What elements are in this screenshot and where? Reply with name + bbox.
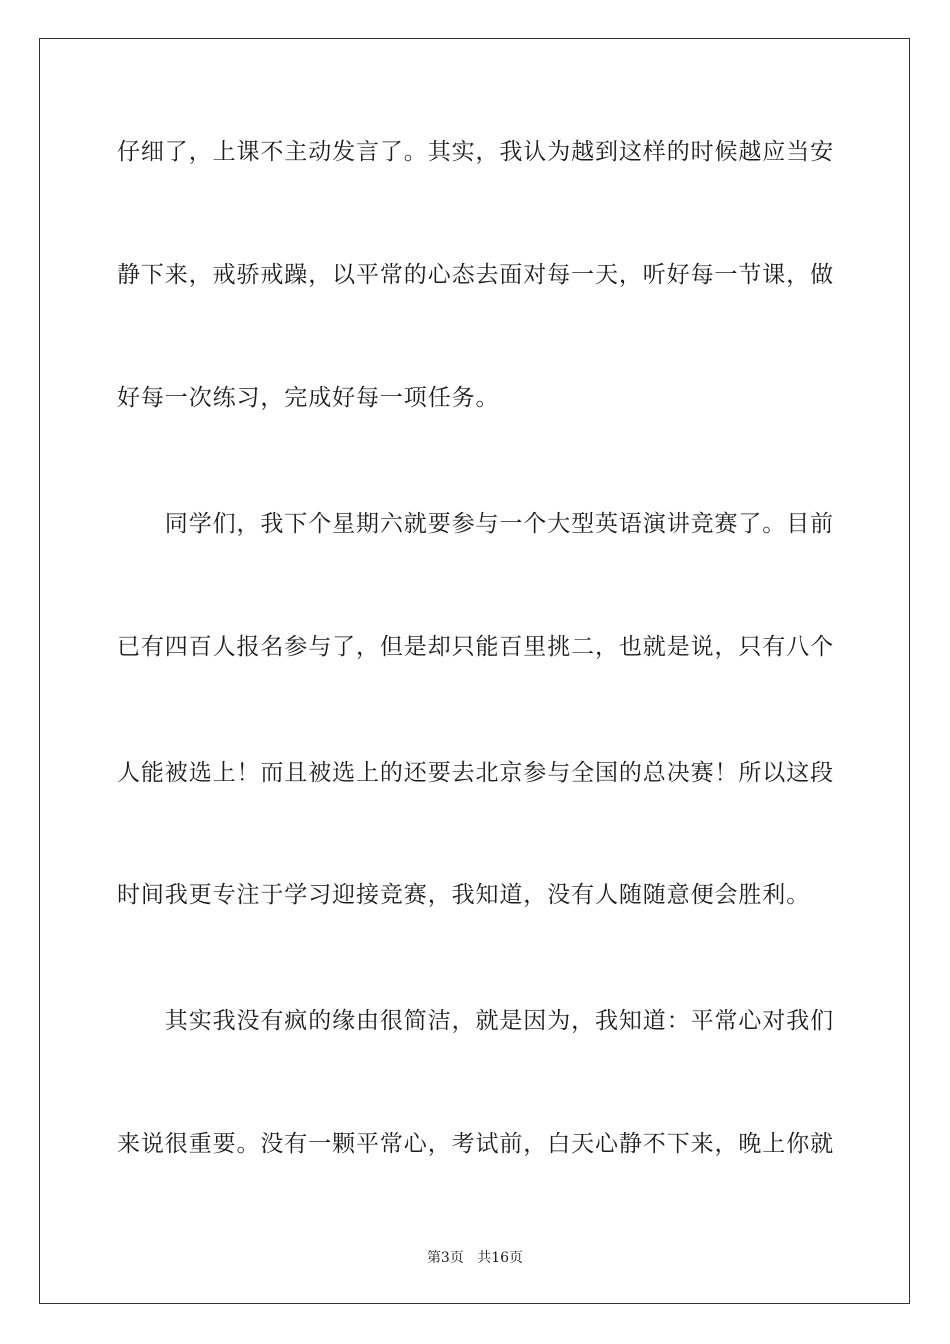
page-border <box>39 38 910 1304</box>
text-line-8: 其实我没有疯的缘由很简洁，就是因为，我知道：平常心对我们 <box>117 1008 834 1034</box>
text-line-2: 静下来，戒骄戒躁，以平常的心态去面对每一天，听好每一节课，做 <box>117 262 834 288</box>
page-footer <box>0 1247 950 1267</box>
page-total: 共16页 <box>477 1250 524 1266</box>
text-line-3: 好每一次练习，完成好每一项任务。 <box>117 385 500 411</box>
text-line-9: 来说很重要。没有一颗平常心，考试前，白天心静不下来，晚上你就 <box>117 1131 834 1157</box>
text-line-7: 时间我更专注于学习迎接竞赛，我知道，没有人随随意便会胜利。 <box>117 882 811 908</box>
page-number: 第3页 <box>426 1250 464 1266</box>
text-line-4: 同学们，我下个星期六就要参与一个大型英语演讲竞赛了。目前 <box>117 511 834 537</box>
text-line-5: 已有四百人报名参与了，但是却只能百里挑二，也就是说，只有八个 <box>117 634 834 660</box>
text-line-1: 仔细了，上课不主动发言了。其实，我认为越到这样的时候越应当安 <box>117 139 834 165</box>
text-line-6: 人能被选上！而且被选上的还要去北京参与全国的总决赛！所以这段 <box>117 760 834 786</box>
